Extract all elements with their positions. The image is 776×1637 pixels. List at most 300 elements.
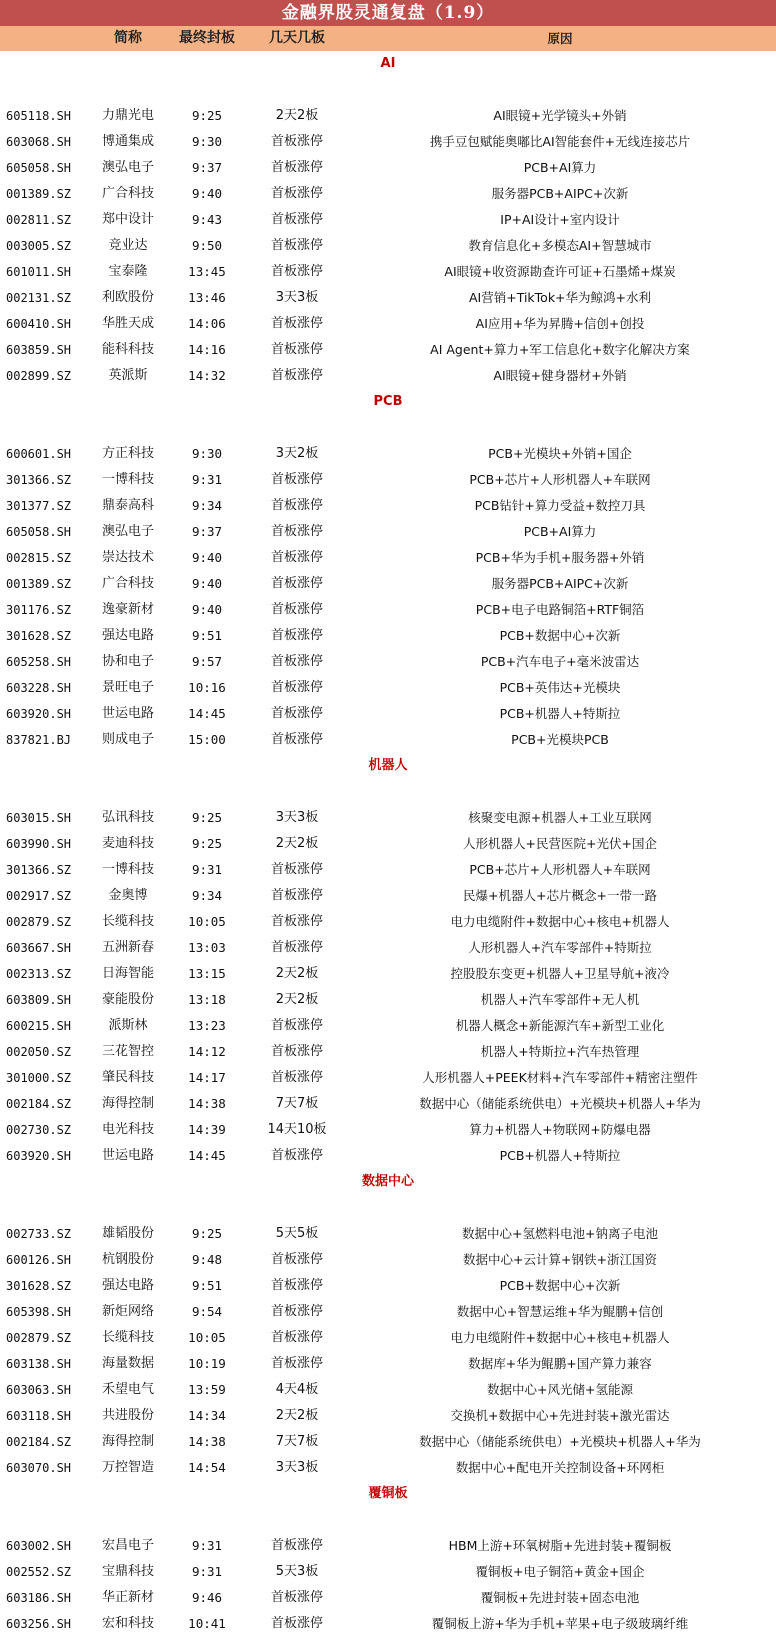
stock-name: 弘讯科技 <box>101 810 154 825</box>
reason: AI营销+TikTok+华为鲸鸿+水利 <box>468 290 652 305</box>
limit-up-time: 9:50 <box>191 238 223 253</box>
board-count: 首板涨停 <box>270 186 323 201</box>
stock-code: 002879.SZ <box>6 1331 72 1345</box>
reason: 数据中心+风光储+氢能源 <box>487 1382 633 1397</box>
board-count: 首板涨停 <box>270 1590 323 1605</box>
board-count: 首板涨停 <box>270 1356 323 1371</box>
limit-up-time: 10:05 <box>188 914 226 929</box>
table-row <box>0 1611 776 1637</box>
limit-up-time: 10:41 <box>188 1616 226 1631</box>
stock-name: 宝泰隆 <box>108 264 148 279</box>
board-count: 首板涨停 <box>270 602 323 617</box>
reason: PCB+数据中心+次新 <box>499 628 621 643</box>
reason: AI眼镜+光学镜头+外销 <box>493 108 627 123</box>
table-row <box>0 597 776 623</box>
limit-up-time: 9:40 <box>191 550 223 565</box>
stock-name: 豪能股份 <box>101 992 154 1007</box>
stock-code: 002552.SZ <box>6 1565 72 1579</box>
limit-up-time: 10:19 <box>188 1356 226 1371</box>
reason: 数据中心+配电开关控制设备+环网柜 <box>455 1460 665 1475</box>
stock-code: 603068.SH <box>6 135 72 149</box>
stock-name: 博通集成 <box>101 134 154 149</box>
stock-code: 600215.SH <box>6 1019 72 1033</box>
stock-code: 002879.SZ <box>6 915 72 929</box>
section-spacer <box>0 77 776 103</box>
table-row <box>0 1091 776 1117</box>
stock-name: 一博科技 <box>101 472 154 487</box>
reason: PCB+AI算力 <box>523 524 597 539</box>
board-count: 首板涨停 <box>270 342 323 357</box>
stock-code: 301000.SZ <box>6 1071 72 1085</box>
section-title: AI <box>380 56 396 71</box>
reason: AI Agent+算力+军工信息化+数字化解决方案 <box>430 342 690 357</box>
stock-code: 603859.SH <box>6 343 72 357</box>
header-code <box>0 26 92 51</box>
section-spacer <box>0 415 776 441</box>
stock-code: 603070.SH <box>6 1461 72 1475</box>
limit-up-time: 9:51 <box>191 628 223 643</box>
limit-up-time: 9:46 <box>191 1590 223 1605</box>
board-count: 首板涨停 <box>270 316 323 331</box>
reason: AI眼镜+健身器材+外销 <box>493 368 627 383</box>
reason: PCB+光模块+外销+国企 <box>488 446 632 461</box>
stock-name: 三花智控 <box>101 1044 154 1059</box>
stock-name: 海量数据 <box>101 1356 154 1371</box>
stock-code: 603063.SH <box>6 1383 72 1397</box>
board-count: 2天2板 <box>275 836 319 851</box>
stock-code: 605398.SH <box>6 1305 72 1319</box>
board-count: 首板涨停 <box>270 160 323 175</box>
limit-up-time: 9:31 <box>191 472 223 487</box>
stock-name: 利欧股份 <box>101 290 154 305</box>
stock-name: 崇达技术 <box>101 550 154 565</box>
limit-up-time: 14:34 <box>188 1408 226 1423</box>
board-count: 首板涨停 <box>270 862 323 877</box>
limit-up-time: 9:37 <box>191 160 223 175</box>
section-title: 覆铜板 <box>368 1486 408 1501</box>
board-count: 2天2板 <box>275 108 319 123</box>
table-row <box>0 1533 776 1559</box>
reason: 数据中心（储能系统供电）+光模块+机器人+华为 <box>419 1096 701 1111</box>
stock-name: 金奥博 <box>108 888 148 903</box>
table-row <box>0 961 776 987</box>
stock-name: 共进股份 <box>101 1408 154 1423</box>
limit-up-time: 9:54 <box>191 1304 223 1319</box>
table-row <box>0 1299 776 1325</box>
reason: 机器人概念+新能源汽车+新型工业化 <box>455 1018 665 1033</box>
table-row <box>0 883 776 909</box>
board-count: 首板涨停 <box>270 368 323 383</box>
reason: 数据中心（储能系统供电）+光模块+机器人+华为 <box>419 1434 701 1449</box>
board-count: 首板涨停 <box>270 550 323 565</box>
stock-name: 一博科技 <box>101 862 154 877</box>
stock-code: 603228.SH <box>6 681 72 695</box>
stock-code: 605058.SH <box>6 525 72 539</box>
reason: 人形机器人+民营医院+光伏+国企 <box>463 836 657 851</box>
reason: AI眼镜+收资源勘查许可证+石墨烯+煤炭 <box>444 264 676 279</box>
table-row <box>0 675 776 701</box>
limit-up-time: 14:54 <box>188 1460 226 1475</box>
table-row <box>0 467 776 493</box>
stock-name: 肇民科技 <box>101 1070 154 1085</box>
limit-up-time: 14:16 <box>188 342 226 357</box>
stock-name: 宏昌电子 <box>101 1538 154 1553</box>
stock-code: 603920.SH <box>6 707 72 721</box>
table-row <box>0 1065 776 1091</box>
reason: 核聚变电源+机器人+工业互联网 <box>468 810 652 825</box>
stock-code: 002184.SZ <box>6 1435 72 1449</box>
table-row <box>0 1117 776 1143</box>
stock-name: 长缆科技 <box>101 914 154 929</box>
table-row <box>0 1559 776 1585</box>
table-row <box>0 181 776 207</box>
stock-code: 605118.SH <box>6 109 72 123</box>
table-row <box>0 571 776 597</box>
stock-code: 301628.SZ <box>6 1279 72 1293</box>
stock-name: 强达电路 <box>101 1278 154 1293</box>
limit-up-time: 9:43 <box>191 212 223 227</box>
board-count: 5天5板 <box>275 1226 319 1241</box>
table-row <box>0 649 776 675</box>
limit-up-time: 9:40 <box>191 186 223 201</box>
stock-name: 郑中设计 <box>101 212 154 227</box>
limit-up-time: 9:51 <box>191 1278 223 1293</box>
stock-name: 强达电路 <box>101 628 154 643</box>
table-row <box>0 727 776 753</box>
reason: 数据中心+氢燃料电池+钠离子电池 <box>462 1226 658 1241</box>
table-row <box>0 1455 776 1481</box>
board-count: 首板涨停 <box>270 1044 323 1059</box>
reason: PCB+芯片+人形机器人+车联网 <box>469 472 651 487</box>
stock-name: 景旺电子 <box>101 680 154 695</box>
limit-up-time: 9:31 <box>191 862 223 877</box>
board-count: 首板涨停 <box>270 914 323 929</box>
limit-up-time: 15:00 <box>188 732 226 747</box>
stock-code: 837821.BJ <box>6 733 72 747</box>
table-row <box>0 935 776 961</box>
stock-name: 新炬网络 <box>101 1304 154 1319</box>
limit-up-time: 9:25 <box>191 810 223 825</box>
table-row <box>0 987 776 1013</box>
reason: IP+AI设计+室内设计 <box>500 212 620 227</box>
stock-code: 301377.SZ <box>6 499 72 513</box>
limit-up-time: 9:57 <box>191 654 223 669</box>
section-spacer <box>0 779 776 805</box>
stock-name: 力鼎光电 <box>101 108 154 123</box>
stock-code: 002917.SZ <box>6 889 72 903</box>
reason: 携手豆包赋能奥嘟比AI智能套件+无线连接芯片 <box>429 134 691 149</box>
limit-up-time: 13:23 <box>188 1018 226 1033</box>
reason: PCB+光模块PCB <box>511 732 609 747</box>
board-count: 5天3板 <box>275 1564 319 1579</box>
reason: PCB+芯片+人形机器人+车联网 <box>469 862 651 877</box>
table-row <box>0 1247 776 1273</box>
reason: 覆铜板+电子铜箔+黄金+国企 <box>475 1564 645 1579</box>
section-spacer <box>0 1507 776 1533</box>
limit-up-time: 14:45 <box>188 706 226 721</box>
reason: 数据中心+云计算+钢铁+浙江国资 <box>463 1252 657 1267</box>
stock-name: 海得控制 <box>101 1434 154 1449</box>
stock-code: 603015.SH <box>6 811 72 825</box>
limit-up-time: 9:48 <box>191 1252 223 1267</box>
section-title: 机器人 <box>368 758 408 773</box>
stock-name: 电光科技 <box>101 1122 154 1137</box>
board-count: 首板涨停 <box>270 472 323 487</box>
stock-name: 宝鼎科技 <box>101 1564 154 1579</box>
table-row <box>0 155 776 181</box>
stock-code: 600601.SH <box>6 447 72 461</box>
board-count: 首板涨停 <box>270 498 323 513</box>
reason: AI应用+华为昇腾+信创+创投 <box>475 316 645 331</box>
table-row <box>0 1273 776 1299</box>
stock-code: 301366.SZ <box>6 863 72 877</box>
stock-name: 禾望电气 <box>101 1382 154 1397</box>
section-title: 数据中心 <box>361 1174 414 1189</box>
stock-code: 603138.SH <box>6 1357 72 1371</box>
stock-code: 301176.SZ <box>6 603 72 617</box>
limit-up-time: 9:31 <box>191 1564 223 1579</box>
limit-up-time: 13:59 <box>188 1382 226 1397</box>
table-row <box>0 233 776 259</box>
board-count: 首板涨停 <box>270 732 323 747</box>
stock-code: 605058.SH <box>6 161 72 175</box>
table-row <box>0 1013 776 1039</box>
table-row <box>0 623 776 649</box>
reason: 人形机器人+汽车零部件+特斯拉 <box>468 940 652 955</box>
stock-name: 华胜天成 <box>101 316 154 331</box>
table-row <box>0 519 776 545</box>
stock-code: 001389.SZ <box>6 187 72 201</box>
header-name: 简称 <box>114 30 142 46</box>
stock-name: 澳弘电子 <box>101 160 154 175</box>
table-row <box>0 1143 776 1169</box>
board-count: 2天2板 <box>275 992 319 1007</box>
stock-name: 华正新材 <box>101 1590 154 1605</box>
limit-up-time: 9:34 <box>191 888 223 903</box>
reason: PCB+汽车电子+毫米波雷达 <box>480 654 640 669</box>
header-days: 几天几板 <box>269 30 325 46</box>
stock-code: 603118.SH <box>6 1409 72 1423</box>
limit-up-time: 9:40 <box>191 576 223 591</box>
reason: 覆铜板上游+华为手机+苹果+电子级玻璃纤维 <box>431 1616 689 1631</box>
stock-code: 603186.SH <box>6 1591 72 1605</box>
reason: HBM上游+环氧树脂+先进封装+覆铜板 <box>448 1538 672 1553</box>
table-row <box>0 337 776 363</box>
table-row <box>0 1377 776 1403</box>
stock-name: 万控智造 <box>101 1460 154 1475</box>
reason: 民爆+机器人+芯片概念+一带一路 <box>463 888 657 903</box>
reason: 人形机器人+PEEK材料+汽车零部件+精密注塑件 <box>422 1070 698 1085</box>
stock-code: 002811.SZ <box>6 213 72 227</box>
stock-name: 长缆科技 <box>101 1330 154 1345</box>
limit-up-time: 9:30 <box>191 446 223 461</box>
stock-name: 则成电子 <box>101 732 154 747</box>
limit-up-time: 14:38 <box>188 1096 226 1111</box>
stock-code: 002313.SZ <box>6 967 72 981</box>
reason: 控股股东变更+机器人+卫星导航+液冷 <box>450 966 670 981</box>
table-row <box>0 545 776 571</box>
table-row <box>0 1039 776 1065</box>
table-row <box>0 259 776 285</box>
stock-code: 301366.SZ <box>6 473 72 487</box>
board-count: 4天4板 <box>275 1382 319 1397</box>
reason: 服务器PCB+AIPC+次新 <box>491 186 629 201</box>
limit-up-time: 9:25 <box>191 836 223 851</box>
stock-code: 002131.SZ <box>6 291 72 305</box>
stock-code: 603002.SH <box>6 1539 72 1553</box>
section-spacer <box>0 1195 776 1221</box>
reason: PCB钻针+算力受益+数控刀具 <box>474 498 646 513</box>
board-count: 首板涨停 <box>270 1330 323 1345</box>
stock-name: 方正科技 <box>101 446 154 461</box>
limit-up-time: 14:32 <box>188 368 226 383</box>
limit-up-time: 9:37 <box>191 524 223 539</box>
stock-name: 世运电路 <box>101 706 154 721</box>
column-header-row <box>0 26 776 51</box>
board-count: 3天3板 <box>275 1460 319 1475</box>
header-time: 最终封板 <box>179 30 235 46</box>
reason: 机器人+特斯拉+汽车热管理 <box>480 1044 640 1059</box>
table-row <box>0 805 776 831</box>
stock-name: 宏和科技 <box>101 1616 154 1631</box>
table-row <box>0 311 776 337</box>
limit-up-time: 9:31 <box>191 1538 223 1553</box>
board-count: 首板涨停 <box>270 628 323 643</box>
stock-name: 澳弘电子 <box>101 524 154 539</box>
limit-up-time: 14:17 <box>188 1070 226 1085</box>
limit-up-time: 9:25 <box>191 108 223 123</box>
board-count: 首板涨停 <box>270 680 323 695</box>
table-row <box>0 831 776 857</box>
stock-name: 雄韬股份 <box>101 1226 154 1241</box>
stock-name: 杭钢股份 <box>101 1252 154 1267</box>
reason: PCB+机器人+特斯拉 <box>499 1148 621 1163</box>
board-count: 首板涨停 <box>270 264 323 279</box>
stock-code: 001389.SZ <box>6 577 72 591</box>
board-count: 首板涨停 <box>270 1148 323 1163</box>
board-count: 3天2板 <box>275 446 319 461</box>
table-row <box>0 285 776 311</box>
table-row <box>0 857 776 883</box>
table-row <box>0 207 776 233</box>
sheet-title: 金融界股灵通复盘（1.9） <box>0 0 776 26</box>
reason: PCB+英伟达+光模块 <box>499 680 621 695</box>
stock-code: 603809.SH <box>6 993 72 1007</box>
table-row <box>0 1351 776 1377</box>
table-row <box>0 363 776 389</box>
stock-code: 603990.SH <box>6 837 72 851</box>
stock-code: 002730.SZ <box>6 1123 72 1137</box>
stock-name: 协和电子 <box>101 654 154 669</box>
limit-up-time: 9:25 <box>191 1226 223 1241</box>
stock-code: 301628.SZ <box>6 629 72 643</box>
reason: 覆铜板+先进封装+固态电池 <box>480 1590 640 1605</box>
table-row <box>0 1585 776 1611</box>
table-row <box>0 1221 776 1247</box>
stock-code: 601011.SH <box>6 265 72 279</box>
stock-code: 003005.SZ <box>6 239 72 253</box>
board-count: 首板涨停 <box>270 1252 323 1267</box>
reason: 数据库+华为鲲鹏+国产算力兼容 <box>468 1356 652 1371</box>
stock-code: 002184.SZ <box>6 1097 72 1111</box>
reason: 电力电缆附件+数据中心+核电+机器人 <box>450 914 670 929</box>
stock-code: 603256.SH <box>6 1617 72 1631</box>
stock-code: 002899.SZ <box>6 369 72 383</box>
reason: 机器人+汽车零部件+无人机 <box>480 992 640 1007</box>
stock-name: 海得控制 <box>101 1096 154 1111</box>
limit-up-time: 13:18 <box>188 992 226 1007</box>
reason: PCB+电子电路铜箔+RTF铜箔 <box>475 602 645 617</box>
table-row <box>0 129 776 155</box>
limit-up-time: 13:45 <box>188 264 226 279</box>
board-count: 首板涨停 <box>270 524 323 539</box>
table-row <box>0 103 776 129</box>
board-count: 首板涨停 <box>270 1018 323 1033</box>
limit-up-time: 10:16 <box>188 680 226 695</box>
reason: 服务器PCB+AIPC+次新 <box>491 576 629 591</box>
stock-code: 603667.SH <box>6 941 72 955</box>
limit-up-time: 9:30 <box>191 134 223 149</box>
header-reason: 原因 <box>547 31 573 46</box>
table-row <box>0 701 776 727</box>
board-count: 3天3板 <box>275 290 319 305</box>
stock-code: 002733.SZ <box>6 1227 72 1241</box>
board-count: 7天7板 <box>275 1434 319 1449</box>
board-count: 7天7板 <box>275 1096 319 1111</box>
table-row <box>0 909 776 935</box>
board-count: 首板涨停 <box>270 212 323 227</box>
limit-up-time: 14:45 <box>188 1148 226 1163</box>
stock-code: 600410.SH <box>6 317 72 331</box>
stock-name: 广合科技 <box>101 186 154 201</box>
limit-up-time: 9:34 <box>191 498 223 513</box>
stock-code: 600126.SH <box>6 1253 72 1267</box>
board-count: 首板涨停 <box>270 1538 323 1553</box>
board-count: 首板涨停 <box>270 1070 323 1085</box>
stock-name: 广合科技 <box>101 576 154 591</box>
stock-name: 五洲新春 <box>101 940 154 955</box>
board-count: 首板涨停 <box>270 576 323 591</box>
board-count: 首板涨停 <box>270 1278 323 1293</box>
stock-name: 世运电路 <box>101 1148 154 1163</box>
table-row <box>0 493 776 519</box>
stock-code: 603920.SH <box>6 1149 72 1163</box>
stock-name: 派斯林 <box>108 1018 148 1033</box>
board-count: 首板涨停 <box>270 654 323 669</box>
stock-name: 竞业达 <box>108 238 148 253</box>
limit-up-time: 13:03 <box>188 940 226 955</box>
reason: 教育信息化+多模态AI+智慧城市 <box>468 238 652 253</box>
reason: PCB+机器人+特斯拉 <box>499 706 621 721</box>
section-title: PCB <box>373 394 403 409</box>
board-count: 3天3板 <box>275 810 319 825</box>
reason: 电力电缆附件+数据中心+核电+机器人 <box>450 1330 670 1345</box>
reason: 算力+机器人+物联网+防爆电器 <box>469 1122 651 1137</box>
reason: PCB+AI算力 <box>523 160 597 175</box>
limit-up-time: 9:40 <box>191 602 223 617</box>
limit-up-time: 14:06 <box>188 316 226 331</box>
table-row <box>0 1429 776 1455</box>
limit-up-time: 13:15 <box>188 966 226 981</box>
reason: PCB+华为手机+服务器+外销 <box>475 550 645 565</box>
stock-name: 能科科技 <box>101 342 154 357</box>
board-count: 首板涨停 <box>270 1304 323 1319</box>
reason: PCB+数据中心+次新 <box>499 1278 621 1293</box>
board-count: 首板涨停 <box>270 940 323 955</box>
board-count: 首板涨停 <box>270 706 323 721</box>
stock-name: 逸豪新材 <box>101 602 154 617</box>
stock-name: 鼎泰高科 <box>101 498 154 513</box>
